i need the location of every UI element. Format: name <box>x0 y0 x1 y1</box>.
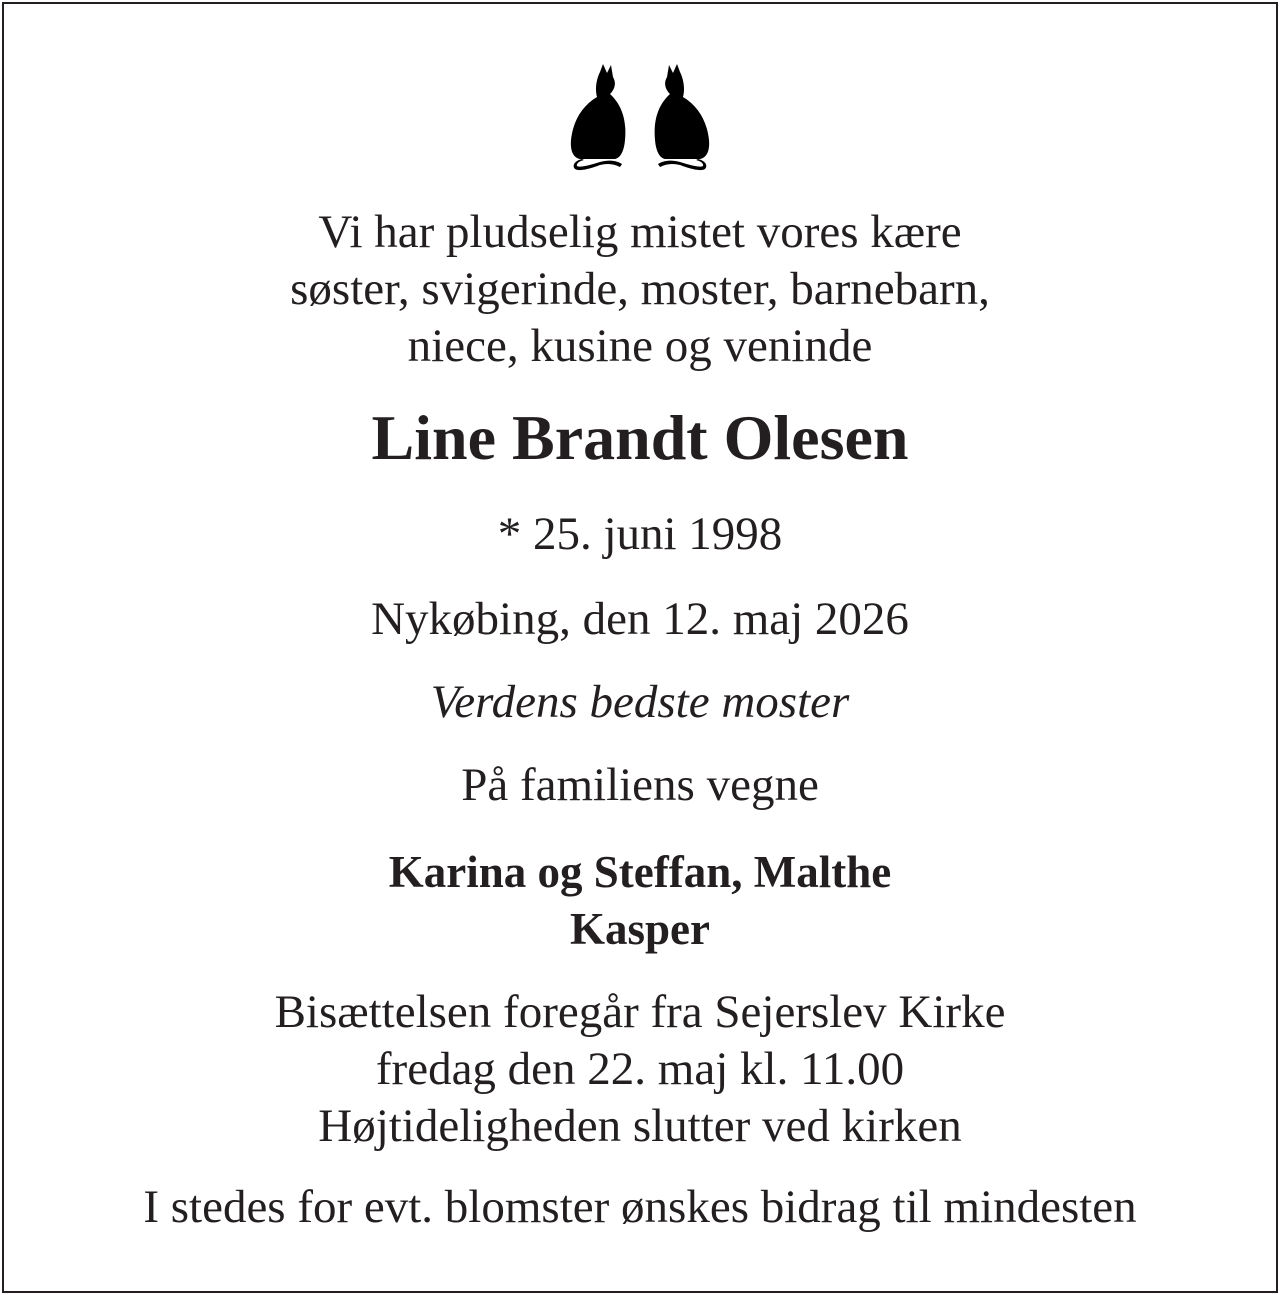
intro-text <box>4 204 1276 375</box>
place-and-date: Nykøbing, den 12. maj 2026 <box>371 593 909 645</box>
signers-line: Kasper <box>570 904 710 954</box>
donation-note: I stedes for evt. blomster ønskes bidrag til mindesten <box>143 1181 1137 1233</box>
on-behalf-text: På familiens vegne <box>461 759 819 811</box>
right-cat-icon <box>655 64 710 170</box>
intro-line: niece, kusine og veninde <box>407 320 873 372</box>
funeral-line: fredag den 22. maj kl. 11.00 <box>375 1043 905 1095</box>
left-cat-icon <box>571 64 626 170</box>
birth-date: * 25. juni 1998 <box>497 508 783 560</box>
signers <box>4 844 1276 958</box>
motto: Verdens bedste moster <box>430 676 850 728</box>
two-cats-icon <box>570 64 710 174</box>
intro-line: Vi har pludselig mistet vores kære <box>318 206 962 258</box>
deceased-name: Line Brandt Olesen <box>371 402 909 473</box>
signers-line: Karina og Steffan, Malthe <box>388 847 892 897</box>
funeral-line: Bisættelsen foregår fra Sejerslev Kirke <box>274 986 1006 1038</box>
funeral-line: Højtideligheden slutter ved kirken <box>318 1100 962 1152</box>
intro-line: søster, svigerinde, moster, barnebarn, <box>290 263 990 315</box>
emblem <box>4 64 1276 174</box>
funeral-info <box>4 984 1276 1155</box>
obituary-notice <box>2 2 1278 1293</box>
